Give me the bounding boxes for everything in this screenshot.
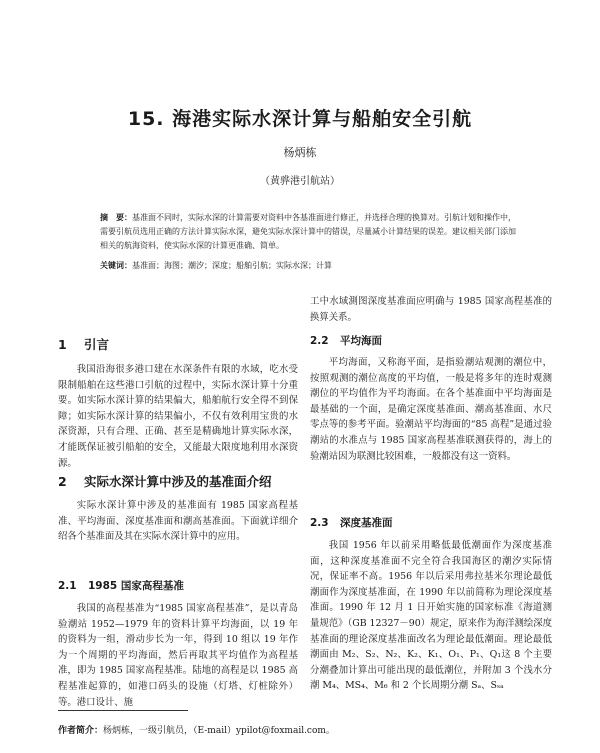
footnote-divider: [58, 710, 188, 711]
author-name: 杨炳栋: [283, 146, 317, 159]
author-affiliation: （黄骅港引航站）: [260, 176, 340, 187]
section-1-number: 1: [58, 337, 67, 352]
section-1-heading: [58, 335, 109, 353]
right-continuation-paragraph: 工中水域測图深度基准面应明确与 1985 国家高程基准的换算关系。: [310, 296, 552, 323]
section-2-1-title: 1985 国家高程基准: [88, 580, 184, 592]
section-2-2-paragraph: 平均海面，又称海平面，是指验潮站观测的潮位中，按照观测的潮位高度的平均值，一般是将多年的连时观测潮位的平均值作为平均海面。在各个基准面中平均海面是最基础的一个面，是确定深度基准面、潮高基准面、水尺零点等的参考平面。验潮站平均海面的“85 高程”是通过验潮站的水准点与 1985 国家高程基准联测获得的，海上的验潮站因为联测比较困难，一般都没有这一资料。: [310, 357, 552, 462]
section-2-1-number: 2.1: [58, 580, 77, 592]
section-2-3-heading: [310, 515, 393, 530]
abstract: [100, 210, 520, 253]
footnote-label: 作者简介：: [58, 726, 104, 736]
keywords-label: 关键词：: [100, 260, 132, 270]
section-1-title: 引言: [84, 337, 110, 352]
section-2-2-heading: [310, 333, 382, 348]
section-2-2-number: 2.2: [310, 335, 329, 347]
abstract-label: 摘 要：: [100, 212, 132, 222]
section-2-heading: [58, 472, 272, 490]
abstract-text: 基准面不同时，实际水深的计算需要对资料中各基准面进行修正，并选择合理的换算对。引航计划和操作中，需要引航员选用正确的方法计算实际水深，避免实际水深计算中的错误，尽量减小计算结果的误差。建议相关部门添加相关的航海资料，使实际水深的计算更准确、简单。: [100, 213, 516, 250]
section-2-2-title: 平均海面: [340, 335, 382, 347]
author-footnote: [58, 723, 518, 736]
section-2-number: 2: [58, 474, 67, 489]
section-2-3-number: 2.3: [310, 517, 329, 529]
section-2-3-title: 深度基准面: [340, 517, 393, 529]
section-2-title: 实际水深计算中涉及的基准面介绍: [84, 474, 272, 489]
footnote-text: 杨炳栋，一级引航员，（E-mail）ypilot@foxmail.com。: [103, 726, 335, 736]
section-2-3-paragraph: 我国 1956 年以前采用略低最低潮面作为深度基准面，这种深度基准面不完全符合我国海区的潮汐实际情况，保证率不高。1956 年以后采用弗拉基米尔理论最低潮面作为深度基准面，在 1990 年以前简称为理论深度基准面。1990 年 12 月 1 日开始实施的国家标准《海道测量规范》（GB 12327－90）规定，原来作为海洋测绘深度基准面的理论深度基准面改名为理论最低潮面。理论最低潮面由 M₂、S₂、N₂、K₂、K₁、O₁、P₁、Q₁这 8 个主要分潮叠加计算出可能出现的最低潮位，并附加 3 个浅水分潮 M₄、MS₄、M₆ 和 2 个长周期分潮 Sₐ、Sₛₐ: [310, 540, 552, 692]
keywords: [100, 258, 520, 273]
section-1-paragraph: 我国沿海很多港口建在水深条件有限的水域，吃水受限制船舶在这些港口引航的过程中，实际水深计算十分重要。如实际水深计算的结果偏大，船舶航行安全得不到保障；如实际水深计算的结果偏小，不仅有效利用宝贵的水深资源，只有合理、正确、甚至是精确地计算实际水深，才能既保证被引船舶的安全，又能最大限度地利用水深资源。: [58, 364, 298, 469]
section-2-paragraph: 实际水深计算中涉及的基准面有 1985 国家高程基准、平均海面、深度基准面和潮高基准面。下面就详细介绍各个基准面及其在实际水深计算中的应用。: [58, 500, 298, 543]
section-2-1-heading: [58, 578, 184, 593]
section-2-1-paragraph: 我国的高程基准为“1985 国家高程基准”，是以青岛验潮站 1952—1979 年的资料计算平均海面，以 19 年的资料为一组，滑动步长为一年，得到 10 组以 19 年作为一个周期的平均海面，然后再取其平均值作为高程基准，即为 1985 国家高程基准。陆地的高程是以 1985 高程基准起算的，如港口码头的设施（灯塔、灯桩除外）等。港口设计、施: [58, 603, 298, 708]
article-title: 15. 海港实际水深计算与船舶安全引航: [127, 108, 473, 130]
keywords-text: 基准面；海图；潮汐；深度；船舶引航；实际水深；计算: [132, 261, 332, 270]
